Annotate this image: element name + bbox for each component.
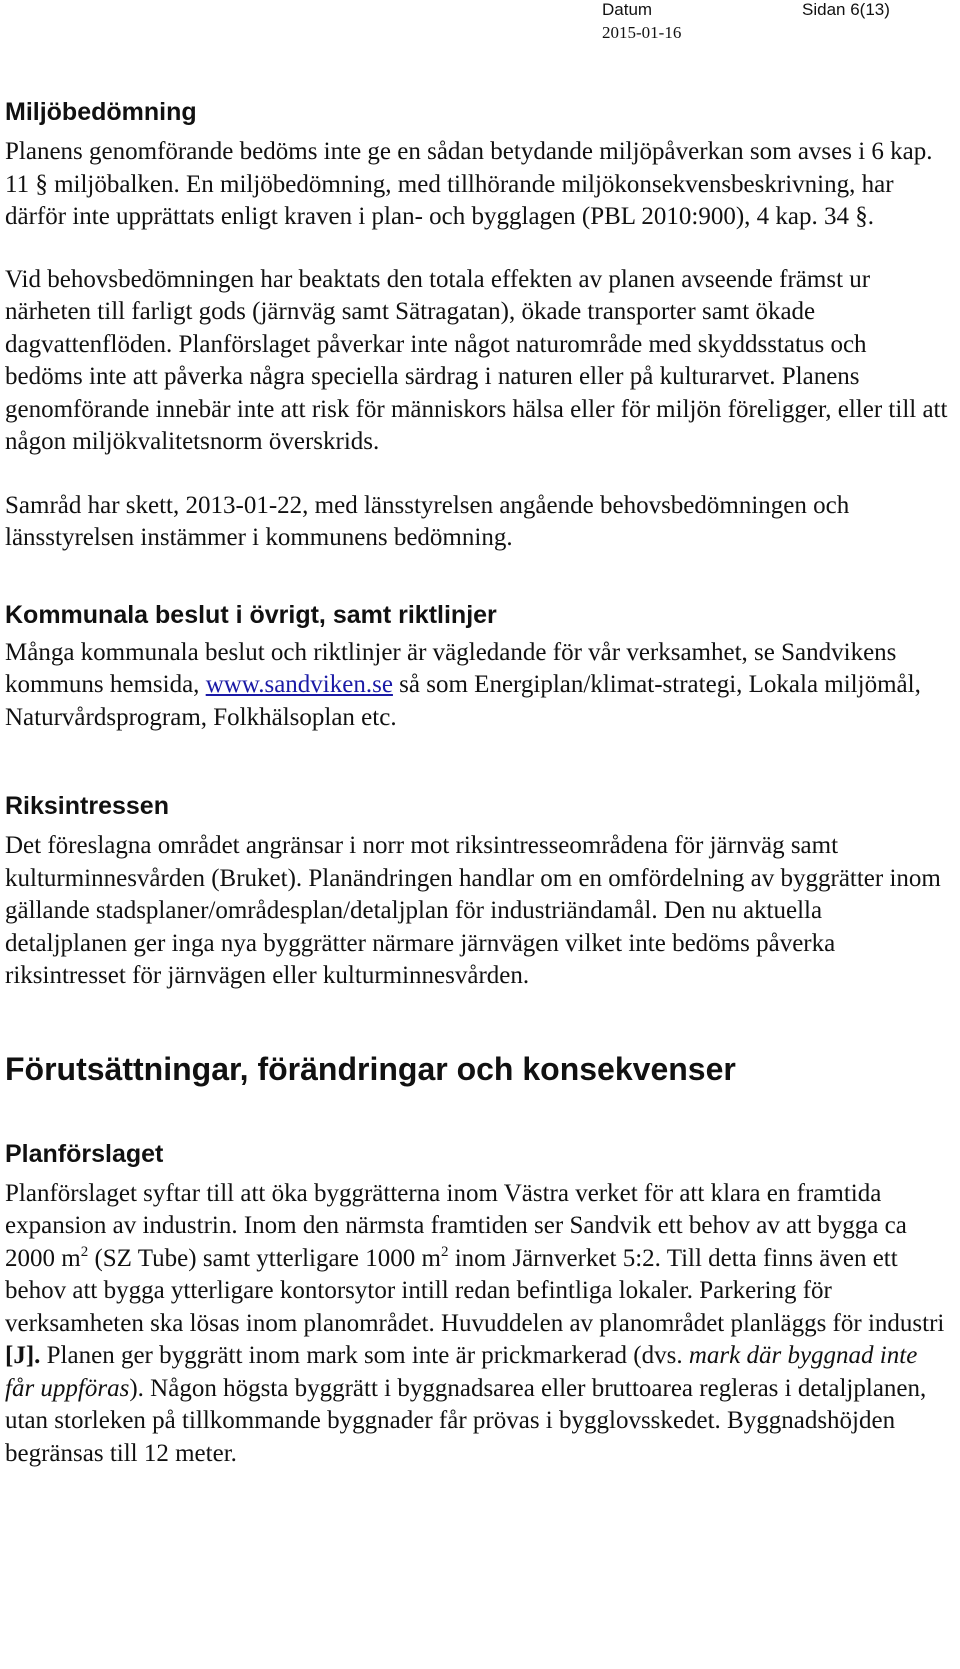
page-header	[0, 0, 960, 60]
paragraph-riksintressen: Det föreslagna området angränsar i norr mot riksintresseområdena för järnväg samt kulturminnesvården (Bruket). Planändringen handlar om en omfördelning av byggrätter inom gällande stadsplaner/områdesplan/detaljplan för industriändamål. Den nu aktuella detaljplanen ger inga nya byggrätter närmare järnvägen vilket inte bedöms påverka riksintresset för järnvägen eller kulturminnesvården.	[5, 832, 941, 989]
heading-planforslaget: Planförslaget	[5, 1139, 164, 1168]
kommunala-text-before: Många kommunala beslut och riktlinjer är vägledande för vår verksamhet, se Sandvikens kommuns hemsida,	[5, 638, 897, 698]
sandviken-website-link[interactable]: www.sandviken.se	[205, 671, 393, 698]
plan-text-1: Planförslaget syftar till att öka byggrätterna inom Västra verket för att klara en framtida expansion av industrin. Inom den närmsta framtiden ser Sandvik ett behov av att bygga ca 2000 m	[5, 1179, 907, 1272]
plan-text-5: ). Någon högsta byggrätt i byggnadsarea eller bruttoarea regleras i detaljplanen, utan storleken på tillkommande byggnader får prövas i bygglovsskedet. Byggnadshöjden begränsas till 12 meter.	[5, 1374, 927, 1467]
document-date: 2015-01-16	[602, 23, 682, 42]
plan-text-3: inom Järnverket 5:2. Till detta finns även ett behov att bygga ytterligare kontorsytor intill redan befintliga lokaler. Parkering för verksamheten ska lösas inom planområdet. Huvuddelen av planområdet planläggs för industri	[5, 1244, 945, 1337]
plan-sup-2: 2	[440, 1243, 449, 1260]
heading-kommunala-beslut: Kommunala beslut i övrigt, samt riktlinjer	[5, 600, 497, 629]
page-number: Sidan 6(13)	[802, 0, 890, 19]
kommunala-text-after: så som Energiplan/klimat-strategi, Lokala miljömål, Naturvårdsprogram, Folkhälsoplan etc.	[5, 671, 921, 731]
paragraph-miljo-1: Planens genomförande bedöms inte ge en sådan betydande miljöpåverkan som avses i 6 kap. 11 § miljöbalken. En miljöbedömning, med tillhörande miljökonsekvensbeskrivning, har därför inte upprättats enligt kraven i plan- och bygglagen (PBL 2010:900), 4 kap. 34 §.	[5, 138, 933, 230]
plan-sup-1: 2	[80, 1243, 89, 1260]
paragraph-kommunala	[5, 637, 950, 735]
heading-miljobedomning: Miljöbedömning	[5, 98, 197, 126]
plan-text-4: Planen ger byggrätt inom mark som inte är prickmarkerad (dvs.	[40, 1342, 689, 1369]
heading-forutsattningar: Förutsättningar, förändringar och konsekvenser	[5, 1050, 736, 1087]
document-body	[5, 96, 950, 1470]
paragraph-miljo-3: Samråd har skett, 2013-01-22, med länsstyrelsen angående behovsbedömningen och länsstyrelsen instämmer i kommunens bedömning.	[5, 491, 850, 551]
datum-label: Datum	[602, 0, 653, 19]
plan-industry-code: [J].	[5, 1342, 41, 1369]
paragraph-miljo-2: Vid behovsbedömningen har beaktats den totala effekten av planen avseende främst ur närheten till farligt gods (järnväg samt Sätragatan), ökade transporter samt ökade dagvattenflöden. Planförslaget påverkar inte något naturområde med skyddsstatus och bedöms inte att påverka några speciella särdrag i naturen eller på kulturarvet. Planens genomförande innebär inte att risk för människors hälsa eller för miljön föreligger, eller till att någon miljökvalitetsnorm överskrids.	[5, 265, 948, 455]
heading-riksintressen: Riksintressen	[5, 792, 169, 820]
paragraph-planforslaget	[5, 1178, 950, 1471]
plan-italic-note: mark där byggnad inte får uppföras	[5, 1342, 918, 1402]
plan-text-2: (SZ Tube) samt ytterligare 1000 m	[88, 1244, 441, 1272]
